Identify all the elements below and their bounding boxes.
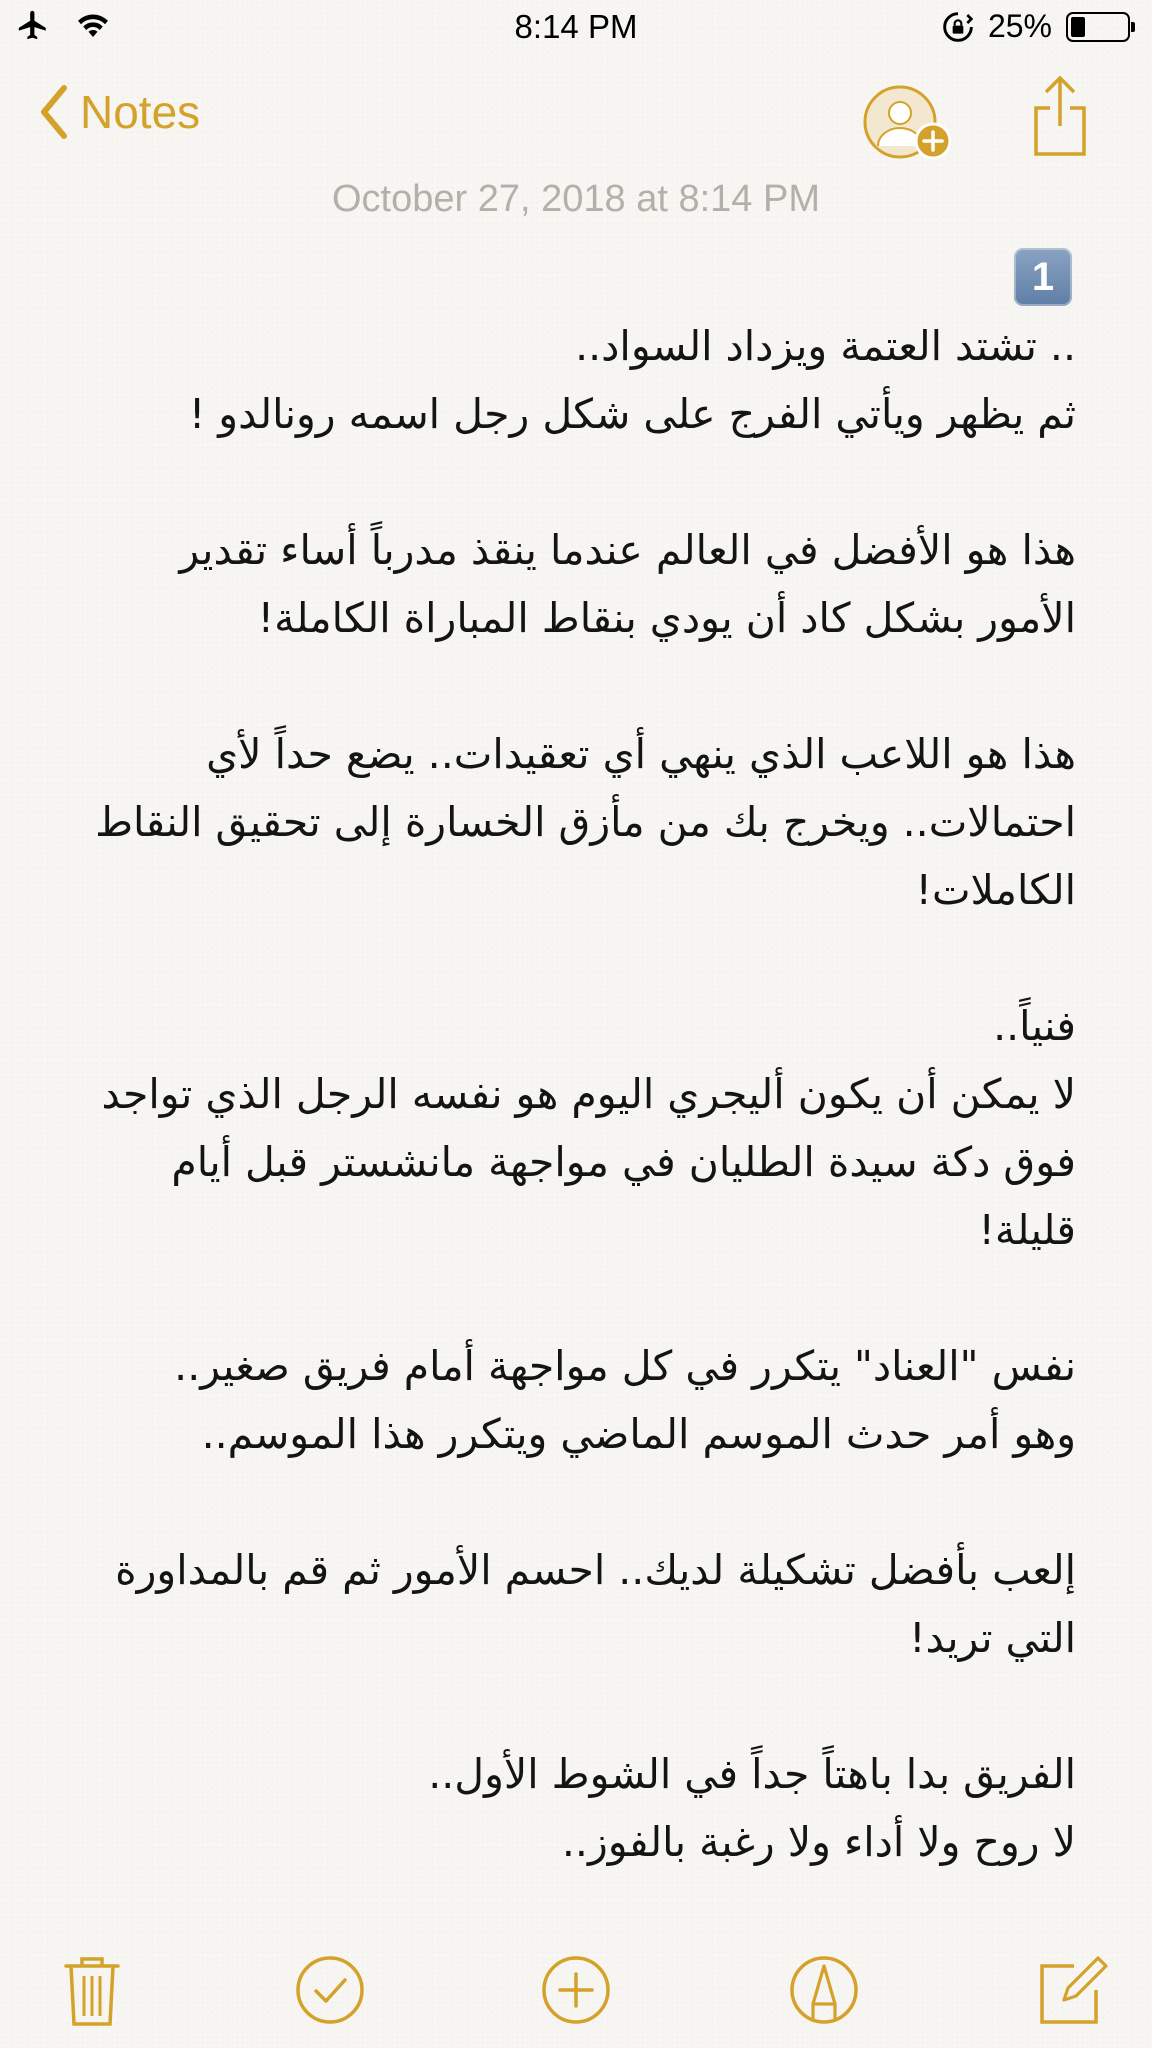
note-blank-line [80, 448, 1076, 516]
compose-icon [1034, 1952, 1110, 2028]
note-date: October 27, 2018 at 8:14 PM [332, 178, 820, 220]
note-paragraph: نفس "العناد" يتكرر في كل مواجهة أمام فريق صغير.. [174, 1342, 1076, 1390]
note-paragraph: إلعب بأفضل تشكيلة لديك.. احسم الأمور ثم قم بالمداورة التي تريد! [102, 1546, 1076, 1662]
status-right [942, 8, 1130, 45]
note-paragraph: ثم يظهر ويأتي الفرج على شكل رجل اسمه رونالدو ! [188, 390, 1076, 438]
add-button[interactable] [538, 1952, 614, 2028]
bottom-toolbar [0, 1940, 1152, 2040]
note-body[interactable] [80, 312, 1076, 1876]
note-paragraph: .. تشتد العتمة ويزداد السواد.. [575, 322, 1076, 370]
note-paragraph: هذا هو اللاعب الذي ينهي أي تعقيدات.. يضع حداً لأي احتمالات.. ويخرج بك من مأزق الخسارة إلى تحقيق النقاط الكاملات! [82, 730, 1076, 914]
battery-percent: 25% [987, 8, 1052, 44]
note-blank-line [80, 1672, 1076, 1740]
checklist-button[interactable] [292, 1952, 368, 2028]
nav-bar [0, 70, 1152, 170]
note-blank-line [80, 1468, 1076, 1536]
back-button[interactable] [38, 84, 200, 140]
note-paragraph: الفريق بدا باهتاً جداً في الشوط الأول.. [428, 1750, 1076, 1798]
share-icon [1030, 74, 1090, 158]
note-paragraph: فنياً.. [993, 1002, 1076, 1050]
markup-icon [786, 1952, 862, 2028]
note-blank-line [80, 1264, 1076, 1332]
chevron-left-icon [38, 84, 68, 140]
battery-fill [1071, 17, 1085, 37]
add-icon [538, 1952, 614, 2028]
add-person-icon [858, 80, 954, 166]
back-label: Notes [80, 86, 201, 138]
note-paragraph: لا يمكن أن يكون أليجري اليوم هو نفسه الرجل الذي تواجد فوق دكة سيدة الطليان في مواجهة مانشستر قبل أيام قليلة! [88, 1070, 1076, 1254]
share-button[interactable] [1030, 74, 1090, 163]
delete-button[interactable] [54, 1952, 130, 2028]
note-paragraph: هذا هو الأفضل في العالم عندما ينقذ مدرباً أساء تقدير الأمور بشكل كاد أن يودي بنقاط المباراة الكاملة! [166, 526, 1076, 642]
markup-button[interactable] [786, 1952, 862, 2028]
compose-button[interactable] [1034, 1952, 1110, 2028]
trash-icon [54, 1952, 130, 2028]
note-paragraph: لا روح ولا أداء ولا رغبة بالفوز.. [561, 1818, 1076, 1866]
keycap-one-badge: 1 [1014, 248, 1072, 306]
checklist-icon [292, 1952, 368, 2028]
status-bar [0, 0, 1152, 56]
note-paragraph: وهو أمر حدث الموسم الماضي ويتكرر هذا الموسم.. [201, 1410, 1076, 1458]
status-time: 8:14 PM [514, 8, 638, 45]
rotation-lock-icon [942, 11, 974, 43]
battery-icon [1066, 12, 1130, 42]
add-person-button[interactable] [858, 80, 954, 171]
note-blank-line [80, 652, 1076, 720]
note-blank-line [80, 924, 1076, 992]
